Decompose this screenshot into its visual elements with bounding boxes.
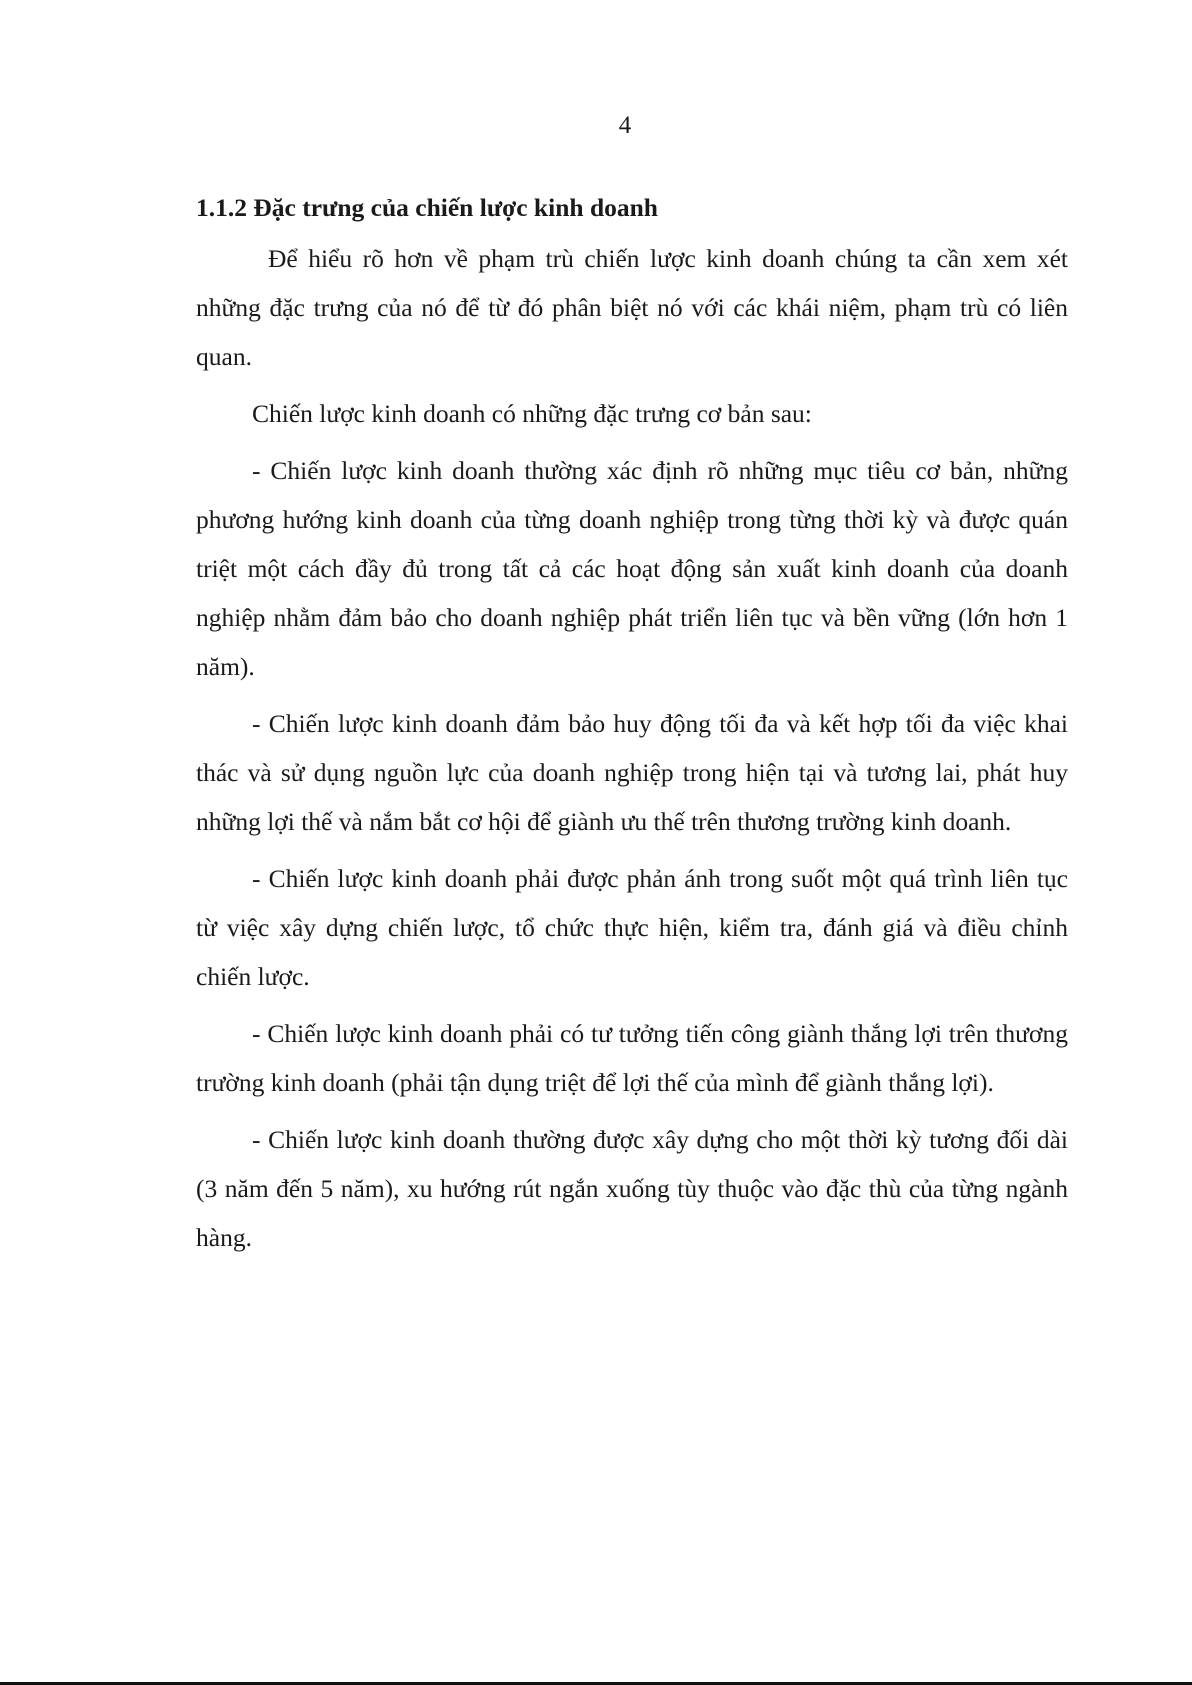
paragraph-intro: Để hiểu rõ hơn về phạm trù chiến lược kinh doanh chúng ta cần xem xét những đặc trưng của nó để từ đó phân biệt nó với các khái niệm, phạm trù có liên quan. [196,244,1068,371]
page-number: 4 [618,112,632,139]
document-body [196,190,1068,1262]
paragraph-feature-5: - Chiến lược kinh doanh thường được xây dựng cho một thời kỳ tương đối dài (3 năm đến 5 năm), xu hướng rút ngắn xuống tùy thuộc vào đặc thù của từng ngành hàng. [196,1125,1068,1252]
paragraph-feature-4: - Chiến lược kinh doanh phải có tư tưởng tiến công giành thắng lợi trên thương trường kinh doanh (phải tận dụng triệt để lợi thế của mình để giành thắng lợi). [196,1019,1068,1097]
paragraph-feature-1: - Chiến lược kinh doanh thường xác định rõ những mục tiêu cơ bản, những phương hướng kinh doanh của từng doanh nghiệp trong từng thời kỳ và được quán triệt một cách đầy đủ trong tất cả các hoạt động sản xuất kinh doanh của doanh nghiệp nhằm đảm bảo cho doanh nghiệp phát triển liên tục và bền vững (lớn hơn 1 năm). [196,456,1068,681]
section-heading: 1.1.2 Đặc trưng của chiến lược kinh doanh [196,193,658,222]
paragraph-feature-2: - Chiến lược kinh doanh đảm bảo huy động tối đa và kết hợp tối đa việc khai thác và sử dụng nguồn lực của doanh nghiệp trong hiện tại và tương lai, phát huy những lợi thế và nắm bắt cơ hội để giành ưu thế trên thương trường kinh doanh. [196,709,1068,836]
paragraph-feature-3: - Chiến lược kinh doanh phải được phản ánh trong suốt một quá trình liên tục từ việc xây dựng chiến lược, tổ chức thực hiện, kiểm tra, đánh giá và điều chỉnh chiến lược. [196,864,1068,991]
paragraph-lead: Chiến lược kinh doanh có những đặc trưng cơ bản sau: [252,399,812,428]
